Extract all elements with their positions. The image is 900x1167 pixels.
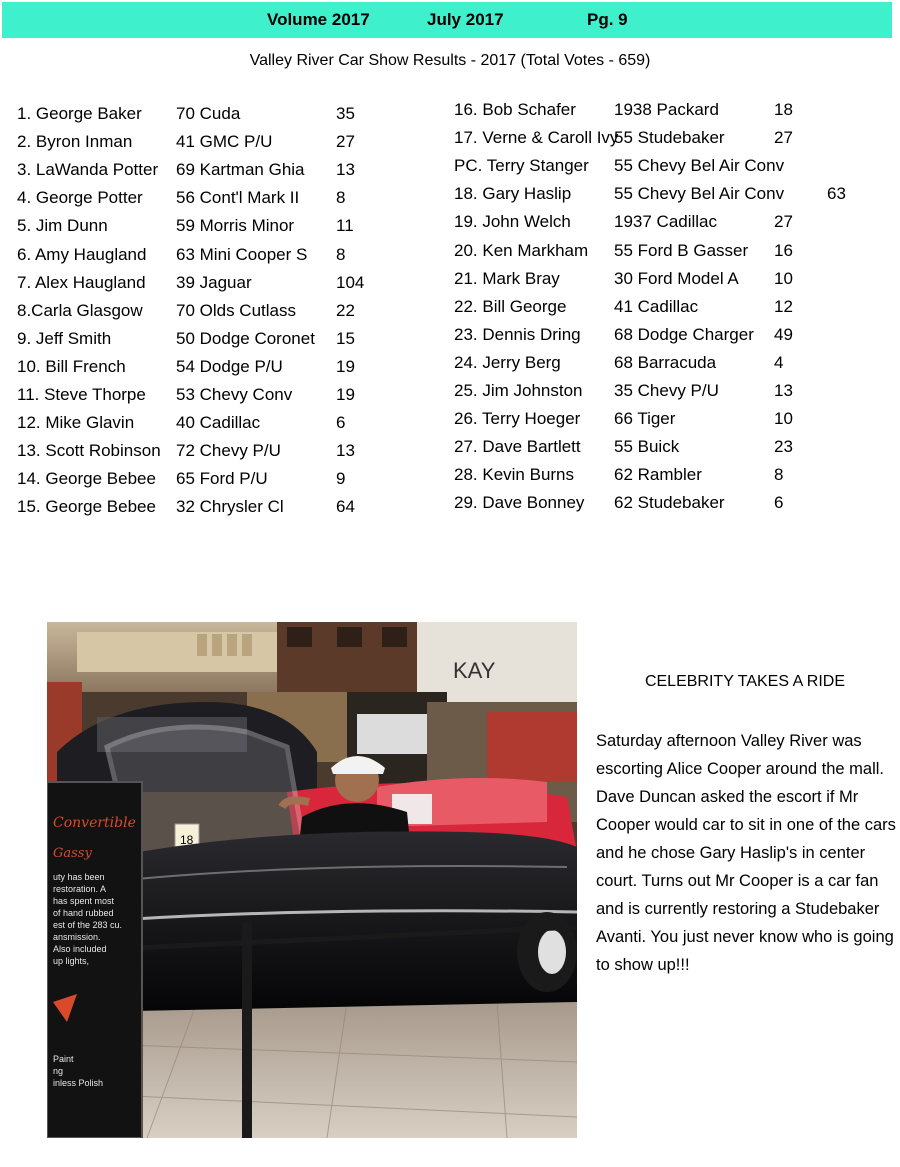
entrant-name: 12. Mike Glavin [17, 413, 135, 433]
result-row [454, 184, 894, 212]
page-header-bar [2, 2, 892, 38]
result-row [454, 100, 894, 128]
entrant-name: 15. George Bebee [17, 497, 156, 517]
placard-line: up lights, [53, 956, 90, 966]
entrant-name: 8.Carla Glasgow [17, 300, 143, 320]
vote-count: 104 [336, 272, 365, 292]
result-row [17, 357, 417, 385]
result-row [454, 212, 894, 240]
result-row [17, 385, 417, 413]
entrant-name: 1. George Baker [17, 104, 142, 123]
placard-line: ansmission. [53, 932, 101, 942]
vote-count: 35 [336, 104, 355, 123]
placard-line: restoration. A [53, 884, 107, 894]
vote-count: 9 [336, 469, 346, 489]
entrant-name: 4. George Potter [17, 188, 143, 208]
entrant-name: 6. Amy Haugland [17, 244, 147, 264]
results-left-column [17, 104, 417, 529]
result-row [17, 273, 417, 301]
entrant-name: PC. Terry Stanger [454, 156, 589, 176]
vote-count: 27 [774, 212, 793, 232]
car-description: 65 Ford P/U [176, 469, 268, 489]
entrant-name: 19. John Welch [454, 212, 571, 232]
placard-footer: inless Polish [53, 1078, 104, 1088]
car-description: 54 Dodge P/U [176, 356, 283, 376]
entrant-name: 7. Alex Haugland [17, 272, 146, 292]
vote-count: 19 [336, 356, 355, 376]
car-description: 55 Chevy Bel Air Conv [614, 156, 785, 176]
date-label: July 2017 [427, 10, 504, 29]
placard-line: uty has been [53, 872, 105, 882]
vote-count: 6 [774, 493, 784, 513]
entrant-name: 10. Bill French [17, 356, 126, 376]
car-description: 41 GMC P/U [176, 132, 273, 152]
result-row [17, 104, 417, 132]
entrant-name: 17. Verne & Caroll Ivy [454, 128, 619, 148]
result-row [17, 329, 417, 357]
entrant-name: 16. Bob Schafer [454, 100, 576, 119]
result-row [454, 493, 894, 521]
result-row [17, 301, 417, 329]
result-row [454, 128, 894, 156]
vote-count: 15 [336, 328, 355, 348]
entrant-name: 29. Dave Bonney [454, 493, 585, 513]
vote-count: 27 [336, 132, 355, 152]
entrant-name: 2. Byron Inman [17, 132, 133, 152]
car-description: 55 Buick [614, 437, 680, 457]
vote-count: 13 [336, 160, 355, 180]
result-row [17, 441, 417, 469]
car-description: 35 Chevy P/U [614, 381, 719, 400]
result-row [17, 188, 417, 216]
car-description: 70 Cuda [176, 104, 241, 123]
result-row [17, 216, 417, 244]
article-body: Saturday afternoon Valley River was escorting Alice Cooper around the mall. Dave Duncan asked the escort if Mr Cooper would car to sit in one of the cars and he chose Gary Haslip's in center court. Turns out Mr Cooper is a car fan and is currently restoring a Studebaker Avanti. You just never know who is going to show up!!! [596, 732, 896, 974]
car-description: 1937 Cadillac [614, 212, 718, 232]
entrant-name: 22. Bill George [454, 296, 567, 316]
car-description: 56 Cont'l Mark II [176, 188, 300, 208]
results-title: Valley River Car Show Results - 2017 (Total Votes - 659) [249, 52, 651, 69]
vote-count: 23 [774, 437, 793, 457]
result-row [17, 469, 417, 497]
vote-count: 64 [336, 497, 355, 517]
entrant-name: 11. Steve Thorpe [17, 385, 146, 404]
vote-count: 8 [336, 244, 346, 264]
car-description: 55 Chevy Bel Air Conv [614, 184, 785, 204]
car-description: 53 Chevy Conv [176, 385, 293, 404]
car-description: 68 Dodge Charger [614, 324, 754, 344]
vote-count: 16 [774, 240, 793, 260]
result-row [454, 465, 894, 493]
vote-count: 22 [336, 300, 355, 320]
entrant-name: 21. Mark Bray [454, 268, 560, 288]
article-title: CELEBRITY TAKES A RIDE [644, 673, 846, 690]
results-right-column [454, 100, 894, 525]
vote-count: 6 [336, 413, 346, 433]
vote-count: 13 [336, 441, 355, 461]
volume-label: Volume 2017 [267, 10, 370, 29]
car-description: 41 Cadillac [614, 296, 699, 316]
placard-line: Also included [53, 944, 107, 954]
car-description: 30 Ford Model A [614, 268, 739, 288]
result-row [454, 437, 894, 465]
vote-count: 19 [336, 385, 355, 404]
result-row [17, 413, 417, 441]
vote-count: 63 [827, 184, 846, 204]
result-row [454, 353, 894, 381]
car-show-photo [47, 622, 577, 1138]
result-row [454, 269, 894, 297]
result-row [17, 497, 417, 525]
car-description: 69 Kartman Ghia [176, 160, 305, 180]
placard-footer: ng [53, 1066, 64, 1076]
result-row [17, 132, 417, 160]
result-row [454, 325, 894, 353]
store-sign-text: KAY [453, 658, 496, 683]
result-row [454, 381, 894, 409]
entrant-name: 13. Scott Robinson [17, 441, 161, 461]
car-description: 62 Rambler [614, 465, 702, 485]
car-description: 55 Ford B Gasser [614, 240, 749, 260]
vote-count: 49 [774, 324, 793, 344]
entrant-name: 14. George Bebee [17, 469, 156, 489]
placard-line: of hand rubbed [53, 908, 114, 918]
car-description: 70 Olds Cutlass [176, 300, 296, 320]
vote-count: 18 [774, 100, 793, 119]
entrant-name: 27. Dave Bartlett [454, 437, 581, 457]
car-description: 1938 Packard [614, 100, 719, 119]
vote-count: 10 [774, 409, 793, 429]
entrant-name: 28. Kevin Burns [454, 465, 575, 485]
entrant-name: 20. Ken Markham [454, 240, 589, 260]
result-row [454, 297, 894, 325]
result-row [454, 241, 894, 269]
entrant-name: 24. Jerry Berg [454, 352, 561, 372]
entrant-name: 9. Jeff Smith [17, 328, 112, 348]
placard-footer: Paint [53, 1054, 74, 1064]
entrant-name: 25. Jim Johnston [454, 381, 583, 400]
placard-name: Gassy [53, 846, 92, 861]
vote-count: 13 [774, 381, 793, 400]
vote-count: 8 [774, 465, 784, 485]
car-description: 50 Dodge Coronet [176, 328, 315, 348]
car-description: 63 Mini Cooper S [176, 244, 308, 264]
entrant-name: 3. LaWanda Potter [17, 160, 159, 180]
result-row [454, 156, 894, 184]
car-description: 62 Studebaker [614, 493, 725, 513]
car-description: 55 Studebaker [614, 128, 725, 148]
car-description: 72 Chevy P/U [176, 441, 281, 461]
placard-line: est of the 283 cu. [53, 920, 123, 930]
placard-line: has spent most [53, 896, 115, 906]
placard-title: Convertible [53, 815, 136, 831]
vote-count: 8 [336, 188, 346, 208]
windshield-tag: 18 [180, 833, 194, 847]
car-description: 32 Chrysler Cl [176, 497, 284, 517]
car-description: 40 Cadillac [176, 413, 261, 433]
vote-count: 11 [336, 216, 354, 236]
car-description: 59 Morris Minor [176, 216, 295, 236]
entrant-name: 23. Dennis Dring [454, 324, 581, 344]
vote-count: 10 [774, 268, 793, 288]
entrant-name: 5. Jim Dunn [17, 216, 108, 236]
photo-illustration [47, 622, 577, 1138]
vote-count: 27 [774, 128, 793, 148]
car-description: 66 Tiger [614, 409, 676, 429]
result-row [17, 160, 417, 188]
result-row [17, 245, 417, 273]
car-description: 39 Jaguar [176, 272, 252, 292]
vote-count: 4 [774, 352, 784, 372]
page-number: Pg. 9 [587, 10, 628, 29]
vote-count: 12 [774, 296, 793, 316]
entrant-name: 26. Terry Hoeger [454, 409, 581, 429]
car-description: 68 Barracuda [614, 352, 717, 372]
result-row [454, 409, 894, 437]
entrant-name: 18. Gary Haslip [454, 184, 572, 204]
